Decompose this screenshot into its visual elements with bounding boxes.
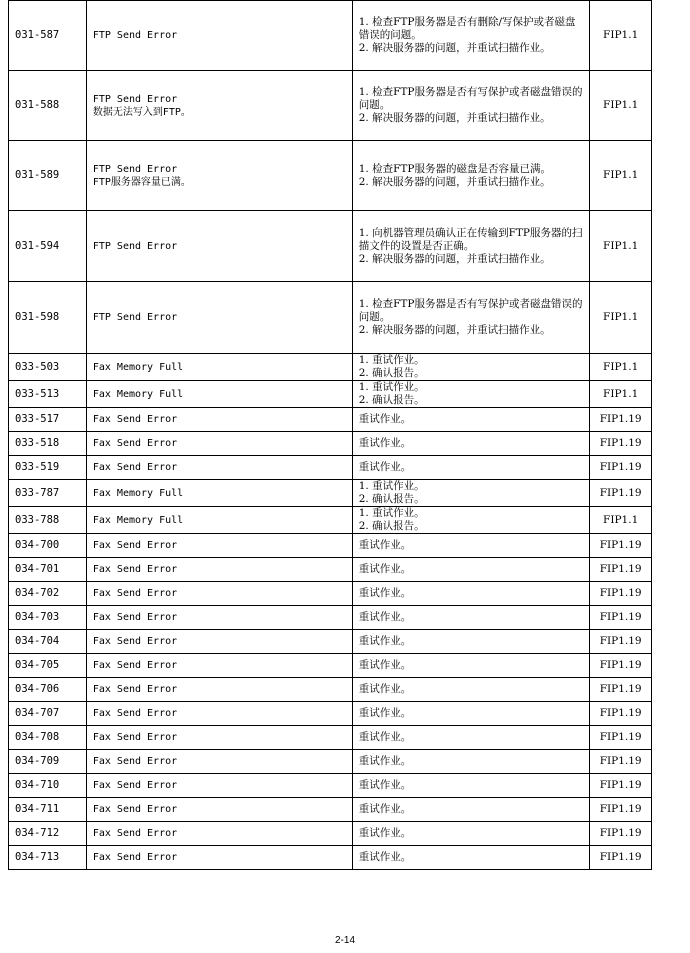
error-code-table-body [9, 1, 652, 870]
error-name-line: Fax Send Error [92, 780, 178, 791]
reference-cell [590, 678, 652, 702]
reference-cell [590, 432, 652, 456]
action-cell [352, 432, 590, 456]
action-line: 重试作业。 [358, 803, 412, 815]
action-cell [352, 774, 590, 798]
error-code: 034-704 [15, 635, 60, 647]
table-row [9, 141, 652, 211]
fip-reference: FIP1.19 [599, 683, 642, 695]
error-name-line: FTP Send Error [92, 93, 178, 105]
table-row [9, 282, 652, 354]
error-code-cell [9, 282, 87, 354]
error-code-cell [9, 606, 87, 630]
error-name-cell [86, 558, 352, 582]
action-line: 重试作业。 [358, 635, 412, 647]
error-code: 034-709 [15, 755, 60, 767]
action-line: 重试作业。 [358, 659, 412, 671]
fip-reference: FIP1.19 [599, 659, 642, 671]
error-code: 034-713 [15, 851, 60, 863]
action-line: 1. 重试作业。 [358, 381, 425, 393]
error-name-cell [86, 654, 352, 678]
reference-cell [590, 141, 652, 211]
fip-reference: FIP1.1 [603, 99, 639, 111]
error-code-cell [9, 432, 87, 456]
error-name-cell [86, 702, 352, 726]
action-cell [352, 507, 590, 534]
error-name-line: Fax Send Error [92, 852, 178, 863]
error-code-cell [9, 798, 87, 822]
error-code-cell [9, 480, 87, 507]
error-code: 034-710 [15, 779, 60, 791]
error-name-cell [86, 282, 352, 354]
action-line: 2. 确认报告。 [358, 520, 425, 532]
error-code-cell [9, 678, 87, 702]
error-name-line: FTP Send Error [92, 163, 178, 175]
reference-cell [590, 534, 652, 558]
action-line: 重试作业。 [358, 539, 412, 551]
error-code-cell [9, 582, 87, 606]
error-name-line: Fax Memory Full [92, 514, 184, 526]
action-line: 1. 检查FTP服务器是否有删除/写保护或者磁盘错误的问题。 [358, 16, 576, 41]
action-line: 重试作业。 [358, 683, 412, 695]
error-code-cell [9, 774, 87, 798]
reference-cell [590, 606, 652, 630]
error-name-line: Fax Send Error [92, 564, 178, 575]
action-cell [352, 71, 590, 141]
error-code: 033-519 [15, 461, 60, 473]
error-name-cell [86, 774, 352, 798]
error-name-cell [86, 822, 352, 846]
action-cell [352, 211, 590, 282]
error-code: 034-700 [15, 539, 60, 551]
error-code-cell [9, 822, 87, 846]
error-name-line: Fax Send Error [92, 438, 178, 449]
error-code-cell [9, 408, 87, 432]
error-name-line: Fax Memory Full [92, 388, 184, 400]
error-name-line: Fax Send Error [92, 756, 178, 767]
reference-cell [590, 71, 652, 141]
table-row [9, 354, 652, 381]
error-name-line: Fax Send Error [92, 684, 178, 695]
action-line: 1. 重试作业。 [358, 480, 425, 492]
table-row [9, 381, 652, 408]
action-cell [352, 381, 590, 408]
reference-cell [590, 456, 652, 480]
action-cell [352, 726, 590, 750]
action-line: 2. 解决服务器的问题，并重试扫描作业。 [358, 252, 551, 265]
error-name-line: Fax Send Error [92, 828, 178, 839]
error-code-cell [9, 456, 87, 480]
reference-cell [590, 798, 652, 822]
error-name-cell [86, 1, 352, 71]
action-line: 1. 重试作业。 [358, 354, 425, 366]
action-cell [352, 408, 590, 432]
table-row [9, 630, 652, 654]
fip-reference: FIP1.19 [599, 486, 642, 499]
action-line: 1. 重试作业。 [358, 507, 425, 519]
table-row [9, 211, 652, 282]
action-line: 重试作业。 [358, 437, 412, 449]
table-row [9, 432, 652, 456]
action-cell [352, 282, 590, 354]
reference-cell [590, 774, 652, 798]
action-line: 2. 确认报告。 [358, 493, 425, 505]
page-number: 2-14 [334, 935, 355, 946]
error-code: 034-712 [15, 827, 60, 839]
action-cell [352, 798, 590, 822]
fip-reference: FIP1.19 [599, 779, 642, 791]
error-name-cell [86, 480, 352, 507]
action-line: 重试作业。 [358, 413, 412, 425]
error-code: 034-711 [15, 803, 60, 815]
error-name-cell [86, 456, 352, 480]
action-line: 1. 检查FTP服务器是否有写保护或者磁盘错误的问题。 [358, 298, 583, 323]
error-code: 033-787 [15, 486, 60, 499]
error-name-line: 数据无法写入到FTP。 [92, 106, 191, 118]
action-cell [352, 654, 590, 678]
table-row [9, 702, 652, 726]
error-name-line: Fax Send Error [92, 612, 178, 623]
error-name-line: FTP服务器容量已满。 [92, 176, 191, 188]
error-code-cell [9, 381, 87, 408]
action-line: 重试作业。 [358, 461, 412, 473]
table-row [9, 456, 652, 480]
action-cell [352, 1, 590, 71]
table-row [9, 408, 652, 432]
fip-reference: FIP1.19 [599, 563, 642, 575]
error-code: 033-788 [15, 513, 60, 526]
reference-cell [590, 1, 652, 71]
action-line: 1. 向机器管理员确认正在传输到FTP服务器的扫描文件的设置是否正确。 [358, 226, 583, 252]
action-cell [352, 558, 590, 582]
error-code-cell [9, 750, 87, 774]
fip-reference: FIP1.19 [599, 755, 642, 767]
fip-reference: FIP1.19 [599, 851, 642, 863]
action-cell [352, 822, 590, 846]
fip-reference: FIP1.1 [603, 311, 639, 323]
action-cell [352, 846, 590, 870]
action-cell [352, 630, 590, 654]
fip-reference: FIP1.19 [599, 803, 642, 815]
action-cell [352, 354, 590, 381]
error-name-cell [86, 630, 352, 654]
error-code: 034-706 [15, 683, 60, 695]
error-name-line: Fax Send Error [92, 708, 178, 719]
action-line: 2. 解决服务器的问题，并重试扫描作业。 [358, 324, 551, 336]
table-row [9, 480, 652, 507]
error-name-line: FTP Send Error [92, 240, 178, 252]
fip-reference: FIP1.19 [599, 827, 642, 839]
action-line: 重试作业。 [358, 779, 412, 791]
fip-reference: FIP1.1 [603, 239, 639, 252]
action-line: 2. 解决服务器的问题，并重试扫描作业。 [358, 175, 551, 188]
error-name-cell [86, 71, 352, 141]
action-cell [352, 702, 590, 726]
error-name-cell [86, 750, 352, 774]
error-name-cell [86, 678, 352, 702]
error-name-cell [86, 381, 352, 408]
fip-reference: FIP1.19 [599, 731, 642, 743]
table-row [9, 822, 652, 846]
reference-cell [590, 630, 652, 654]
error-code: 033-517 [15, 413, 60, 425]
fip-reference: FIP1.1 [603, 169, 639, 181]
action-line: 2. 解决服务器的问题，并重试扫描作业。 [358, 42, 551, 54]
error-name-cell [86, 846, 352, 870]
error-name-cell [86, 606, 352, 630]
error-name-cell [86, 582, 352, 606]
reference-cell [590, 282, 652, 354]
table-row [9, 798, 652, 822]
table-row [9, 774, 652, 798]
reference-cell [590, 582, 652, 606]
action-cell [352, 534, 590, 558]
error-code-cell [9, 846, 87, 870]
error-name-cell [86, 798, 352, 822]
error-name-line: FTP Send Error [92, 312, 178, 323]
reference-cell [590, 846, 652, 870]
table-row [9, 750, 652, 774]
error-code: 034-705 [15, 659, 60, 671]
error-name-line: Fax Send Error [92, 588, 178, 599]
fip-reference: FIP1.1 [603, 360, 639, 373]
error-name-cell [86, 354, 352, 381]
error-code: 033-518 [15, 437, 60, 449]
action-line: 2. 解决服务器的问题，并重试扫描作业。 [358, 112, 551, 124]
error-name-cell [86, 534, 352, 558]
action-line: 重试作业。 [358, 755, 412, 767]
action-cell [352, 678, 590, 702]
fip-reference: FIP1.19 [599, 635, 642, 647]
error-name-cell [86, 432, 352, 456]
error-code: 034-703 [15, 611, 60, 623]
error-code-cell [9, 354, 87, 381]
table-row [9, 678, 652, 702]
action-cell [352, 141, 590, 211]
error-code-cell [9, 534, 87, 558]
error-name-cell [86, 211, 352, 282]
error-code: 034-702 [15, 587, 60, 599]
fip-reference: FIP1.19 [599, 461, 642, 473]
action-line: 重试作业。 [358, 731, 412, 743]
fip-reference: FIP1.19 [599, 707, 642, 719]
reference-cell [590, 354, 652, 381]
table-row [9, 726, 652, 750]
reference-cell [590, 507, 652, 534]
action-line: 重试作业。 [358, 851, 412, 863]
error-name-line: Fax Send Error [92, 804, 178, 815]
action-cell [352, 582, 590, 606]
table-row [9, 1, 652, 71]
error-code: 031-598 [15, 311, 60, 323]
error-code: 033-503 [15, 360, 60, 373]
action-line: 1. 检查FTP服务器是否有写保护或者磁盘错误的问题。 [358, 86, 583, 111]
error-code: 033-513 [15, 387, 60, 400]
error-code: 034-707 [15, 707, 60, 719]
error-code-cell [9, 654, 87, 678]
error-code: 031-588 [15, 99, 60, 111]
error-name-line: Fax Send Error [92, 732, 178, 743]
fip-reference: FIP1.19 [599, 539, 642, 551]
error-code: 034-708 [15, 731, 60, 743]
action-cell [352, 750, 590, 774]
table-row [9, 71, 652, 141]
reference-cell [590, 408, 652, 432]
error-name-cell [86, 141, 352, 211]
action-cell [352, 480, 590, 507]
error-code-cell [9, 211, 87, 282]
error-code: 031-589 [15, 169, 60, 181]
error-name-cell [86, 408, 352, 432]
action-line: 2. 确认报告。 [358, 394, 425, 406]
error-code: 031-594 [15, 239, 60, 252]
error-code-cell [9, 630, 87, 654]
table-row [9, 846, 652, 870]
error-code: 031-587 [15, 29, 60, 41]
error-name-line: Fax Memory Full [92, 361, 184, 373]
table-row [9, 606, 652, 630]
error-code-table [8, 0, 652, 870]
error-code-cell [9, 558, 87, 582]
table-row [9, 654, 652, 678]
error-name-line: Fax Memory Full [92, 487, 184, 499]
error-code-cell [9, 702, 87, 726]
action-line: 重试作业。 [358, 563, 412, 575]
error-code-cell [9, 141, 87, 211]
action-line: 重试作业。 [358, 707, 412, 719]
error-name-line: Fax Send Error [92, 540, 178, 551]
error-name-line: Fax Send Error [92, 414, 178, 425]
fip-reference: FIP1.1 [603, 29, 639, 41]
action-cell [352, 606, 590, 630]
action-line: 重试作业。 [358, 827, 412, 839]
error-code-cell [9, 726, 87, 750]
action-line: 重试作业。 [358, 611, 412, 623]
reference-cell [590, 702, 652, 726]
reference-cell [590, 726, 652, 750]
fip-reference: FIP1.1 [603, 387, 639, 400]
reference-cell [590, 480, 652, 507]
reference-cell [590, 381, 652, 408]
reference-cell [590, 822, 652, 846]
fip-reference: FIP1.19 [599, 587, 642, 599]
fip-reference: FIP1.1 [603, 513, 639, 526]
error-code-cell [9, 71, 87, 141]
action-line: 1. 检查FTP服务器的磁盘是否容量已满。 [358, 162, 551, 175]
reference-cell [590, 750, 652, 774]
error-name-line: Fax Send Error [92, 636, 178, 647]
fip-reference: FIP1.19 [599, 413, 642, 425]
action-line: 2. 确认报告。 [358, 367, 425, 379]
table-row [9, 558, 652, 582]
error-code-cell [9, 507, 87, 534]
table-row [9, 582, 652, 606]
fip-reference: FIP1.19 [599, 611, 642, 623]
reference-cell [590, 558, 652, 582]
action-cell [352, 456, 590, 480]
action-line: 重试作业。 [358, 587, 412, 599]
error-name-line: FTP Send Error [92, 30, 178, 41]
error-name-cell [86, 507, 352, 534]
error-code: 034-701 [15, 563, 60, 575]
reference-cell [590, 654, 652, 678]
table-row [9, 507, 652, 534]
error-name-line: Fax Send Error [92, 462, 178, 473]
error-name-cell [86, 726, 352, 750]
error-code-cell [9, 1, 87, 71]
table-row [9, 534, 652, 558]
reference-cell [590, 211, 652, 282]
error-name-line: Fax Send Error [92, 660, 178, 671]
fip-reference: FIP1.19 [599, 437, 642, 449]
